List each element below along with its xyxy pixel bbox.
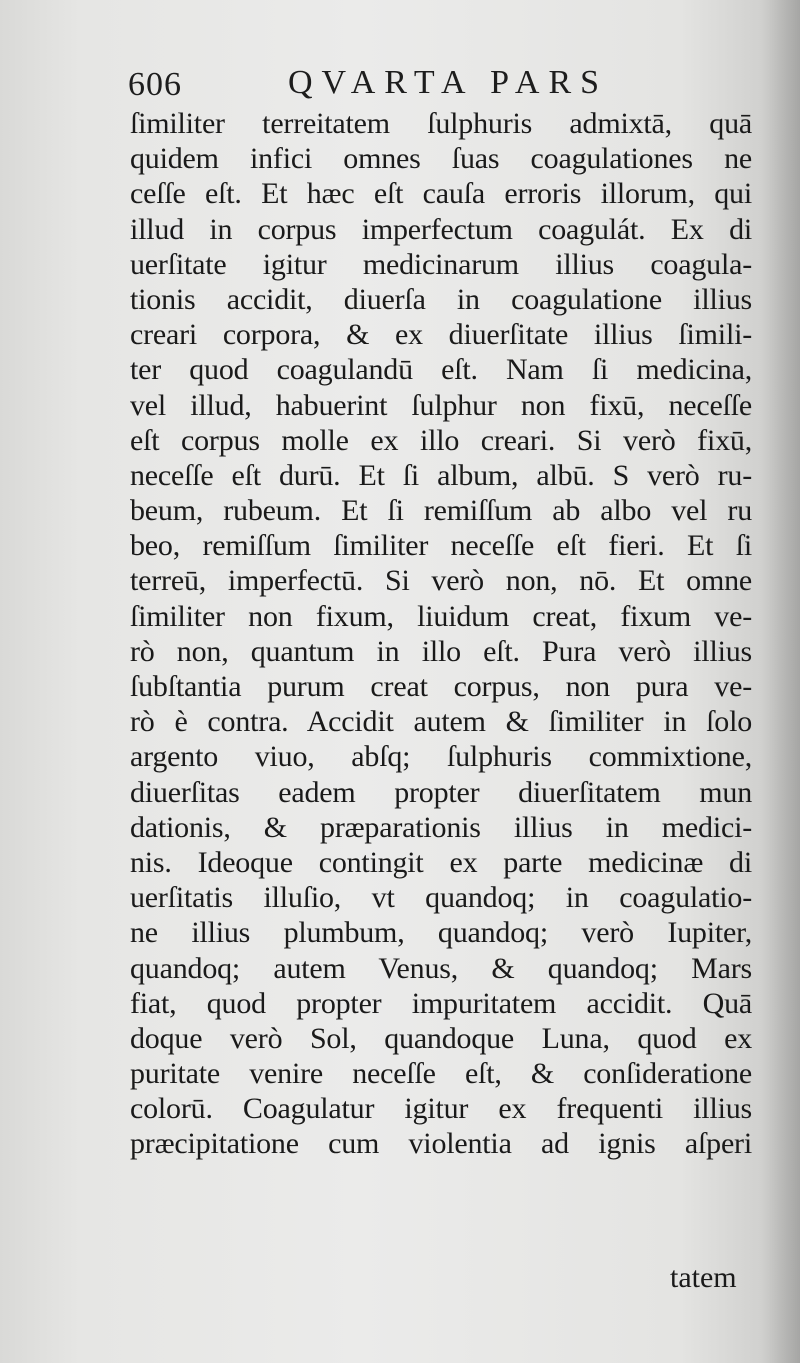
body-text [130, 106, 752, 1162]
text-line: fiat, quod propter impuritatem accidit. Quā [130, 986, 752, 1020]
text-line: eſt corpus molle ex illo creari. Si verò fixū, [130, 423, 752, 457]
text-line: colorū. Coagulatur igitur ex frequenti illius [130, 1092, 752, 1126]
running-head: QVARTA PARS [288, 64, 609, 101]
text-line: ne illius plumbum, quandoq; verò Iupiter, [130, 916, 752, 950]
text-line: tionis accidit, diuerſa in coagulatione illius [130, 282, 752, 316]
text-line: vel illud, habuerint ſulphur non fixū, neceſſe [130, 388, 752, 422]
text-line: diuerſitas eadem propter diuerſitatem mun [130, 775, 752, 809]
text-line: neceſſe eſt durū. Et ſi album, albū. S verò ru- [130, 458, 752, 492]
text-line: ceſſe eſt. Et hæc eſt cauſa erroris illorum, qui [130, 177, 752, 211]
text-line: puritate venire neceſſe eſt, & conſideratione [130, 1057, 752, 1091]
text-line: uerſitate igitur medicinarum illius coagula- [130, 247, 752, 281]
text-line: uerſitatis illuſio, vt quandoq; in coagulatio- [130, 881, 752, 915]
text-line: beo, remiſſum ſimiliter neceſſe eſt fieri. Et ſi [130, 529, 752, 563]
text-line: rò non, quantum in illo eſt. Pura verò illius [130, 634, 752, 668]
text-line: creari corpora, & ex diuerſitate illius ſimili- [130, 318, 752, 352]
text-line: quandoq; autem Venus, & quandoq; Mars [130, 951, 752, 985]
text-line: dationis, & præparationis illius in medici- [130, 810, 752, 844]
gutter-shadow [760, 0, 800, 1363]
text-line: ter quod coagulandū eſt. Nam ſi medicina, [130, 353, 752, 387]
text-line: præcipitatione cum violentia ad ignis aſperi [130, 1127, 752, 1161]
text-line: argento viuo, abſq; ſulphuris commixtione, [130, 740, 752, 774]
page-number: 606 [128, 66, 182, 103]
text-line: ſubſtantia purum creat corpus, non pura ve- [130, 670, 752, 703]
text-line: quidem infici omnes ſuas coagulationes ne [130, 142, 752, 176]
text-line: doque verò Sol, quandoque Luna, quod ex [130, 1021, 752, 1055]
text-line: beum, rubeum. Et ſi remiſſum ab albo vel ru [130, 494, 752, 528]
text-line: illud in corpus imperfectum coagulát. Ex di [130, 212, 752, 246]
text-line: ſimiliter terreitatem ſulphuris admixtā, quā [130, 107, 752, 140]
text-line: rò è contra. Accidit autem & ſimiliter in ſolo [130, 705, 752, 739]
catchword: tatem [670, 1261, 737, 1294]
text-line: ſimiliter non fixum, liuidum creat, fixum ve- [130, 599, 752, 633]
text-line: nis. Ideoque contingit ex parte medicinæ di [130, 845, 752, 879]
page-header [128, 64, 658, 108]
text-line: terreū, imperfectū. Si verò non, nō. Et omne [130, 564, 752, 598]
